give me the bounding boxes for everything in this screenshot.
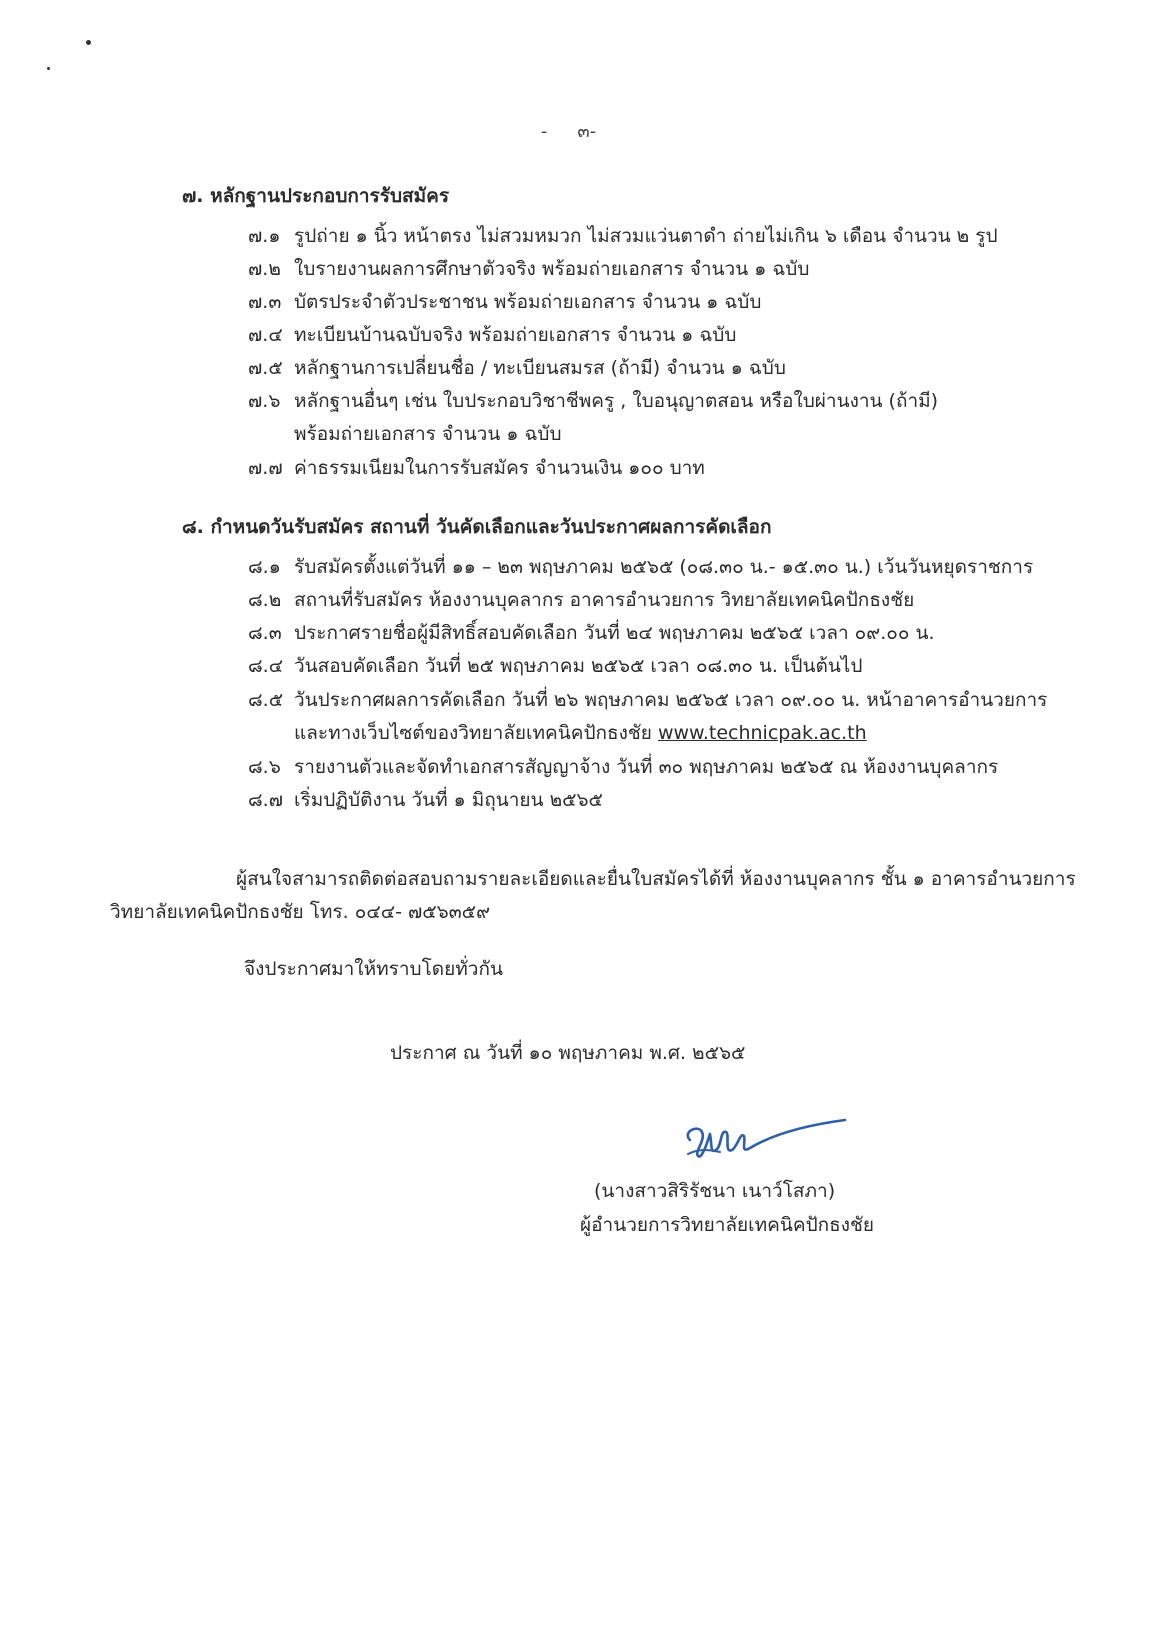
item-number: ๗.๕ xyxy=(248,357,283,379)
item-text: ค่าธรรมเนียมในการรับสมัคร จำนวนเงิน ๑๐๐ บาท xyxy=(294,457,705,479)
list-item xyxy=(248,687,1047,713)
item-text: ทะเบียนบ้านฉบับจริง พร้อมถ่ายเอกสาร จำนวน ๑ ฉบับ xyxy=(294,324,737,346)
list-item xyxy=(248,355,786,381)
item-number: ๘.๑ xyxy=(248,556,281,578)
item-number: ๗.๒ xyxy=(248,258,281,280)
section-8-heading: ๘. กำหนดวันรับสมัคร สถานที่ วันคัดเลือกและวันประกาศผลการคัดเลือก xyxy=(182,516,772,538)
list-item xyxy=(248,587,914,613)
item-text: สถานที่รับสมัคร ห้องงานบุคลากร อาคารอำนวยการ วิทยาลัยเทคนิคปักธงชัย xyxy=(294,589,915,611)
list-item xyxy=(248,256,809,282)
signatory-name: (นางสาวสิริรัชนา เนาว์โสภา) xyxy=(594,1180,836,1202)
announce-all: จึงประกาศมาให้ทราบโดยทั่วกัน xyxy=(244,958,503,980)
item-number: ๗.๓ xyxy=(248,291,282,313)
item-text: วันประกาศผลการคัดเลือก วันที่ ๒๖ พฤษภาคม ๒๕๖๕ เวลา ๐๙.๐๐ น. หน้าอาคารอำนวยการ xyxy=(294,689,1048,711)
list-item xyxy=(248,787,603,813)
item-number: ๘.๖ xyxy=(248,756,281,778)
item-number: ๘.๒ xyxy=(248,589,282,611)
item-text: รับสมัครตั้งแต่วันที่ ๑๑ – ๒๓ พฤษภาคม ๒๕๖๕ (๐๘.๓๐ น.- ๑๕.๓๐ น.) เว้นวันหยุดราชการ xyxy=(294,556,1034,578)
item-number: ๘.๕ xyxy=(248,689,284,711)
list-item-continuation: พร้อมถ่ายเอกสาร จำนวน ๑ ฉบับ xyxy=(294,423,562,445)
announce-date: ประกาศ ณ วันที่ ๑๐ พฤษภาคม พ.ศ. ๒๕๖๕ xyxy=(390,1042,746,1064)
item-text: หลักฐานอื่นๆ เช่น ใบประกอบวิชาชีพครู , ใบอนุญาตสอน หรือใบผ่านงาน (ถ้ามี) xyxy=(294,390,939,412)
list-item xyxy=(248,620,935,646)
scan-speck xyxy=(47,67,50,70)
signature xyxy=(680,1110,850,1170)
item-text: วันสอบคัดเลือก วันที่ ๒๕ พฤษภาคม ๒๕๖๕ เวลา ๐๘.๓๐ น. เป็นต้นไป xyxy=(294,655,863,677)
list-item xyxy=(248,289,761,315)
item-number: ๘.๓ xyxy=(248,622,282,644)
item-text: เริ่มปฏิบัติงาน วันที่ ๑ มิถุนายน ๒๕๖๕ xyxy=(294,789,603,811)
item-number: ๗.๖ xyxy=(248,390,281,412)
item-text: รูปถ่าย ๑ นิ้ว หน้าตรง ไม่สวมหมวก ไม่สวมแว่นตาดำ ถ่ายไม่เกิน ๖ เดือน จำนวน ๒ รูป xyxy=(294,225,998,247)
page-number: -๓- xyxy=(540,121,627,142)
scan-speck xyxy=(86,40,91,45)
item-text: ใบรายงานผลการศึกษาตัวจริง พร้อมถ่ายเอกสาร จำนวน ๑ ฉบับ xyxy=(294,258,810,280)
list-item xyxy=(248,754,998,780)
section-7-heading: ๗. หลักฐานประกอบการรับสมัคร xyxy=(182,185,450,207)
item-number: ๘.๔ xyxy=(248,655,284,677)
item-number: ๗.๗ xyxy=(248,457,283,479)
list-item xyxy=(248,554,1033,580)
item-text: ประกาศรายชื่อผู้มีสิทธิ์สอบคัดเลือก วันที่ ๒๔ พฤษภาคม ๒๕๖๕ เวลา ๐๙.๐๐ น. xyxy=(294,622,935,644)
item-text: และทางเว็บไซต์ของวิทยาลัยเทคนิคปักธงชัย xyxy=(294,722,652,744)
list-item xyxy=(248,322,736,348)
list-item-continuation xyxy=(294,720,867,746)
item-number: ๘.๗ xyxy=(248,789,283,811)
website-link[interactable]: www.technicpak.ac.th xyxy=(657,722,867,744)
signatory-position: ผู้อำนวยการวิทยาลัยเทคนิคปักธงชัย xyxy=(580,1214,875,1236)
contact-line-1: ผู้สนใจสามารถติดต่อสอบถามรายละเอียดและยื่นใบสมัครได้ที่ ห้องงานบุคลากร ชั้น ๑ อาคารอำนวยการ xyxy=(236,868,1076,890)
item-text: บัตรประจำตัวประชาชน พร้อมถ่ายเอกสาร จำนวน ๑ ฉบับ xyxy=(294,291,762,313)
item-number: ๗.๔ xyxy=(248,324,283,346)
item-text: หลักฐานการเปลี่ยนชื่อ / ทะเบียนสมรส (ถ้ามี) จำนวน ๑ ฉบับ xyxy=(294,357,786,379)
list-item xyxy=(248,455,705,481)
list-item xyxy=(248,223,998,249)
list-item xyxy=(248,653,862,679)
list-item xyxy=(248,388,938,414)
item-number: ๗.๑ xyxy=(248,225,281,247)
item-text: รายงานตัวและจัดทำเอกสารสัญญาจ้าง วันที่ ๓๐ พฤษภาคม ๒๕๖๕ ณ ห้องงานบุคลากร xyxy=(294,756,999,778)
contact-line-2: วิทยาลัยเทคนิคปักธงชัย โทร. ๐๔๔- ๗๕๖๓๕๙ xyxy=(110,901,490,923)
